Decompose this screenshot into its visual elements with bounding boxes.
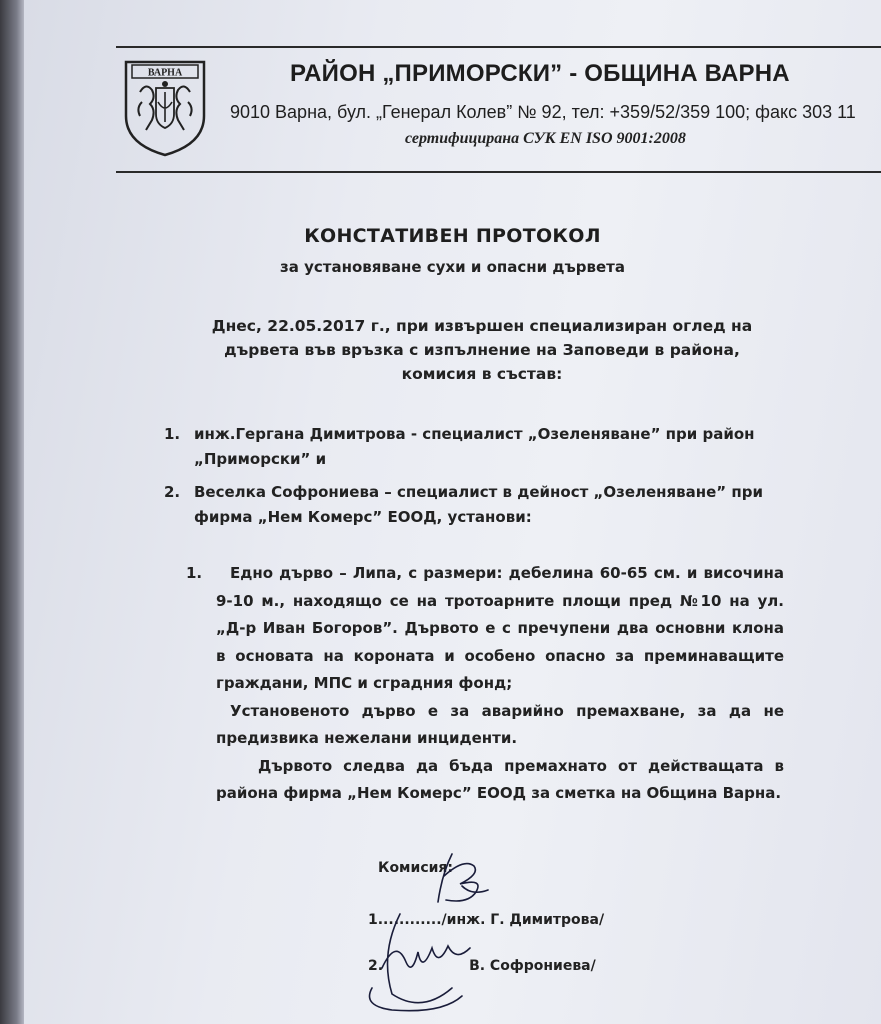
header-rule-bottom <box>116 171 881 173</box>
institution-title: РАЙОН „ПРИМОРСКИ” - ОБЩИНА ВАРНА <box>290 60 790 87</box>
certification-note: сертифицирана СУК EN ISO 9001:2008 <box>405 130 686 147</box>
member-number: 1. <box>164 425 181 443</box>
header-rule-top <box>116 46 881 48</box>
signatures-heading: Комисия: <box>378 860 454 876</box>
institution-address: 9010 Варна, бул. „Генерал Колев” № 92, тел: +359/52/359 100; факс 303 11 <box>230 102 856 122</box>
member-text: инж.Гергана Димитрова - специалист „Озеленяване” при район „Приморски” и <box>194 425 755 468</box>
findings-list <box>186 560 784 808</box>
signature-line-2-name: В. Софрониева/ <box>469 958 596 974</box>
intro-paragraph: Днес, 22.05.2017 г., при извършен специализиран оглед на дървета във връзка с изпълнение на Заповеди в района, комисия в състав: <box>211 317 753 383</box>
finding-note-contractor: Дървото следва да бъда премахнато от действащата в района фирма „Нем Комерс” ЕООД за сметка на Община Варна. <box>216 756 784 802</box>
commission-members-list <box>164 422 784 538</box>
member-item <box>164 422 784 472</box>
finding-note-removal: Установеното дърво е за аварийно премахване, за да не предизвика нежелани инциденти. <box>216 701 784 747</box>
member-item <box>164 480 784 530</box>
member-number: 2. <box>164 483 181 501</box>
varna-coat-of-arms-icon <box>122 58 208 158</box>
member-text: Веселка Софрониева – специалист в дейност „Озеленяване” при фирма „Нем Комерс” ЕООД, установи: <box>194 483 763 526</box>
finding-text: Едно дърво – Липа, с размери: дебелина 60-65 см. и височина 9-10 м., находящо се на тротоарните площи пред №10 на ул. „Д-р Иван Богоров”. Дървото е с пречупени два основни клона в основата на короната и особено опасно за преминаващите граждани, МПС и сградния фонд; <box>216 564 784 692</box>
finding-item <box>186 560 784 808</box>
document-title: КОНСТАТИВЕН ПРОТОКОЛ <box>304 225 601 247</box>
document-subtitle: за установяване сухи и опасни дървета <box>280 258 625 276</box>
crest-label: ВАРНА <box>147 67 183 79</box>
signature-line-2 <box>368 958 596 974</box>
page-edge-shadow <box>0 0 24 1024</box>
document-page <box>24 0 881 1024</box>
signature-line-2-number: 2. <box>368 958 384 974</box>
signature-line-1: 1............/инж. Г. Димитрова/ <box>368 912 605 928</box>
finding-number: 1. <box>186 564 203 582</box>
